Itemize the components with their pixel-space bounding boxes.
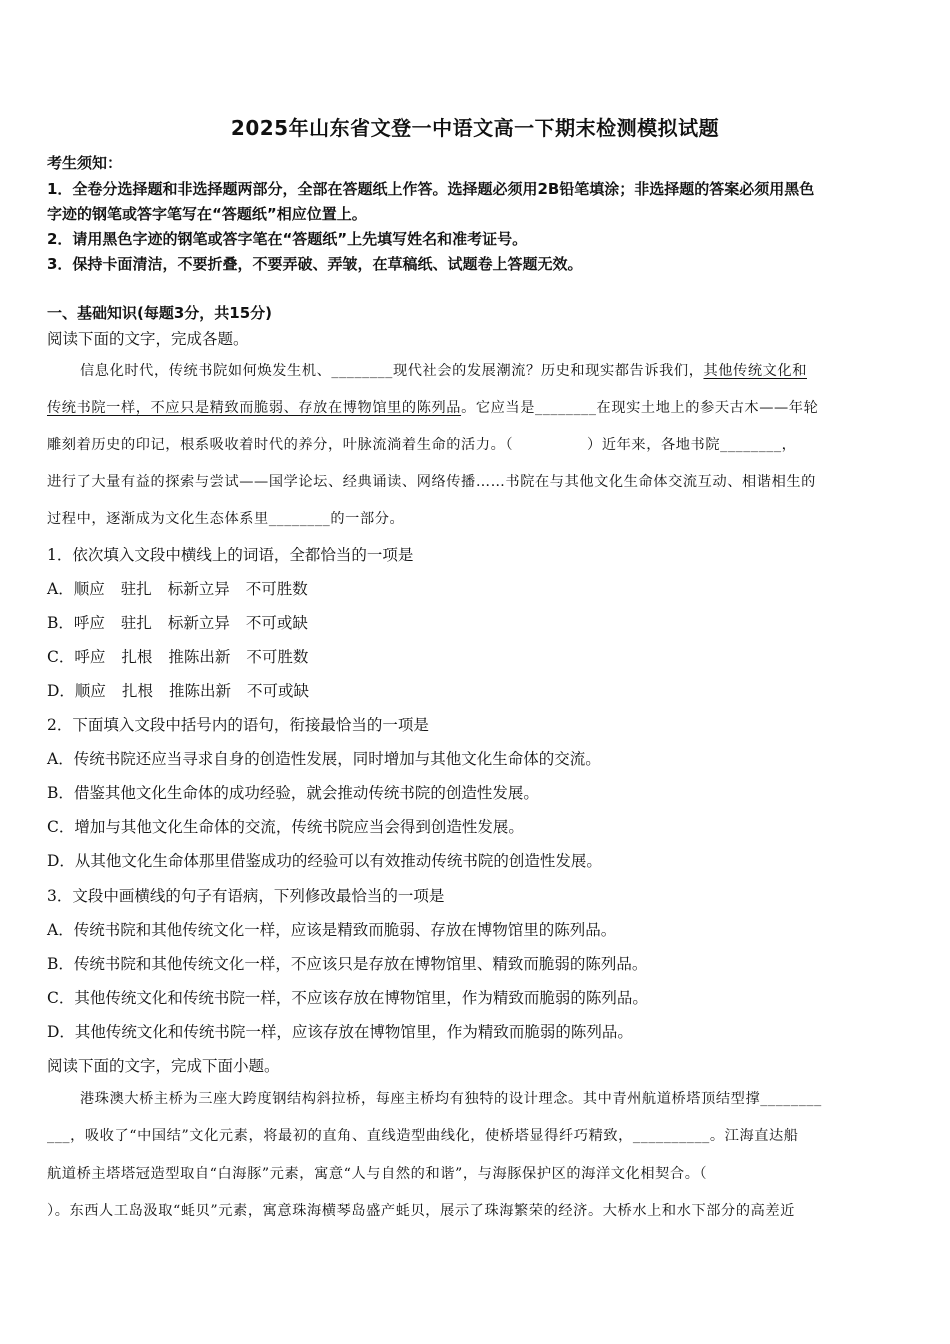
notice-item-2: 2．请用黑色字迹的钢笔或答字笔在“答题纸”上先填写姓名和准考证号。 (47, 230, 528, 248)
question-3-stem: 3．文段中画横线的句子有语病，下列修改最恰当的一项是 (47, 887, 445, 905)
question-1-option-d[interactable] (47, 679, 325, 701)
passage-line-4: 进行了大量有益的探索与尝试——国学论坛、经典诵读、网络传播……书院在与其他文化生命体交流互动、相谐相生的 (47, 474, 816, 490)
passage-line-3: 雕刻着历史的印记，根系吸收着时代的养分，叶脉流淌着生命的活力。（ ）近年来，各地书院________， (47, 437, 797, 453)
question-2-option-c[interactable]: C．增加与其他文化生命体的交流，传统书院应当会得到创造性发展。 (47, 818, 524, 836)
option-word: 扎根 (121, 682, 153, 700)
notice-item-1b: 字迹的钢笔或答字笔写在“答题纸”相应位置上。 (47, 205, 367, 223)
option-word: 不可胜数 (246, 648, 309, 666)
option-word: 不可或缺 (245, 614, 308, 632)
passage-text: 。它应当是________在现实土地上的参天古木——年轮 (461, 400, 819, 416)
passage-text: 信息化时代，传统书院如何焕发生机、________现代社会的发展潮流？历史和现实都告诉我们， (80, 363, 704, 379)
notice-heading: 考生须知： (47, 154, 123, 172)
section-intro: 阅读下面的文字，完成各题。 (47, 330, 249, 348)
option-word: 不可胜数 (245, 580, 308, 598)
question-3-option-d[interactable]: D．其他传统文化和传统书院一样，应该存放在博物馆里，作为精致而脆弱的陈列品。 (47, 1023, 633, 1041)
option-word: 驻扎 (120, 614, 152, 632)
question-2-option-b[interactable]: B．借鉴其他文化生命体的成功经验，就会推动传统书院的创造性发展。 (47, 784, 539, 802)
option-word: 不可或缺 (246, 682, 309, 700)
question-3-option-b[interactable]: B．传统书院和其他传统文化一样，不应该只是存放在博物馆里、精致而脆弱的陈列品。 (47, 955, 648, 973)
passage-line-1 (80, 360, 807, 380)
option-word: 标新立异 (167, 580, 230, 598)
passage-2-line-4: ）。东西人工岛汲取“蚝贝”元素，寓意珠海横琴岛盛产蚝贝，展示了珠海繁荣的经济。大桥水上和水下部分的高差近 (47, 1203, 795, 1219)
option-word: B．呼应 (47, 614, 105, 632)
passage-line-5: 过程中，逐渐成为文化生态体系里________的一部分。 (47, 511, 405, 527)
passage-2-line-2: ___，吸收了“中国结”文化元素，将最初的直角、直线造型曲线化，使桥塔显得纤巧精致，__________。江海直达船 (47, 1128, 799, 1144)
question-2-option-d[interactable]: D．从其他文化生命体那里借鉴成功的经验可以有效推动传统书院的创造性发展。 (47, 852, 602, 870)
question-1-stem: 1．依次填入文段中横线上的词语，全都恰当的一项是 (47, 546, 414, 564)
question-3-option-c[interactable]: C．其他传统文化和传统书院一样，不应该存放在博物馆里，作为精致而脆弱的陈列品。 (47, 989, 648, 1007)
page-title: 2025年山东省文登一中语文高一下期末检测模拟试题 (230, 116, 720, 140)
option-word: 推陈出新 (168, 648, 231, 666)
question-2-option-a[interactable]: A．传统书院还应当寻求自身的创造性发展，同时增加与其他文化生命体的交流。 (47, 750, 601, 768)
question-1-option-a[interactable] (47, 577, 324, 599)
passage-2-line-3: 航道桥主塔塔冠造型取自“白海豚”元素，寓意“人与自然的和谐”，与海豚保护区的海洋文化相契合。（ (47, 1166, 708, 1182)
notice-item-1a: 1．全卷分选择题和非选择题两部分，全部在答题纸上作答。选择题必须用2B铅笔填涂；非选择题的答案必须用黑色 (47, 180, 815, 198)
underlined-sentence: 传统书院一样，不应只是精致而脆弱、存放在博物馆里的陈列品 (47, 400, 462, 416)
option-word: 驻扎 (120, 580, 152, 598)
notice-item-3: 3．保持卡面清洁，不要折叠，不要弄破、弄皱，在草稿纸、试题卷上答题无效。 (47, 255, 583, 273)
passage-2-intro: 阅读下面的文字，完成下面小题。 (47, 1057, 280, 1075)
question-2-stem: 2．下面填入文段中括号内的语句，衔接最恰当的一项是 (47, 716, 429, 734)
passage-2-line-1: 港珠澳大桥主桥为三座大跨度钢结构斜拉桥，每座主桥均有独特的设计理念。其中青州航道桥塔顶结型撑________ (80, 1091, 822, 1107)
section-heading: 一、基础知识(每题3分，共15分) (47, 304, 273, 322)
passage-line-2 (47, 397, 818, 417)
option-word: A．顺应 (47, 580, 105, 598)
question-1-option-c[interactable] (47, 645, 324, 667)
underlined-sentence: 其他传统文化和 (703, 363, 807, 379)
option-word: D．顺应 (47, 682, 106, 700)
option-word: 标新立异 (167, 614, 230, 632)
question-3-option-a[interactable]: A．传统书院和其他传统文化一样，应该是精致而脆弱、存放在博物馆里的陈列品。 (47, 921, 617, 939)
option-word: 扎根 (121, 648, 153, 666)
question-1-option-b[interactable] (47, 611, 324, 633)
option-word: C．呼应 (47, 648, 106, 666)
option-word: 推陈出新 (168, 682, 231, 700)
